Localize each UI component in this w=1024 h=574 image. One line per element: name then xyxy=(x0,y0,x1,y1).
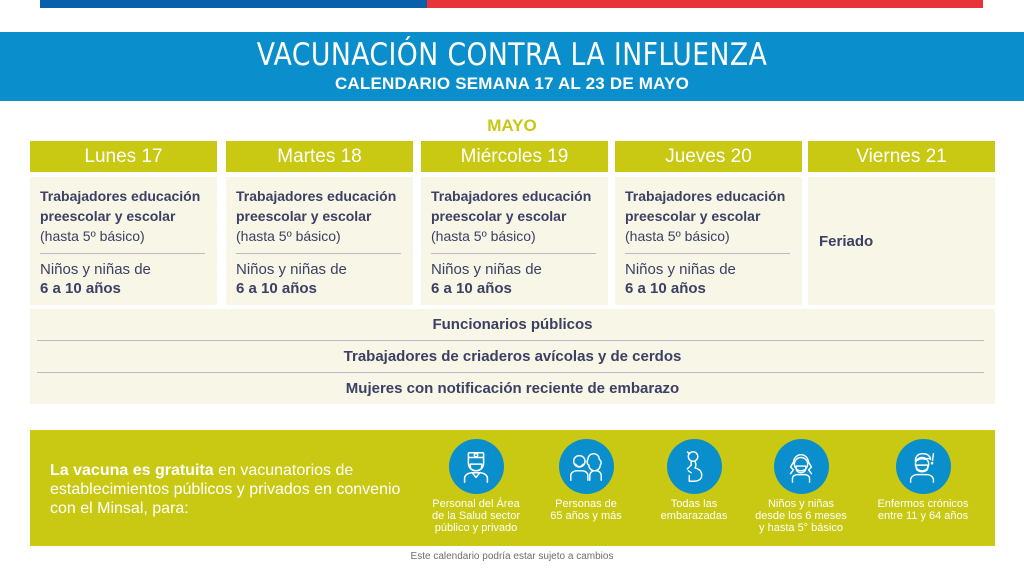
group-label-line: Enfermos crónicos xyxy=(877,498,969,510)
group-children-age: 6 a 10 años xyxy=(431,280,512,297)
group-teachers xyxy=(40,186,209,246)
chronic-patient-icon xyxy=(896,439,951,494)
divider xyxy=(431,253,596,254)
day-header: Martes 18 xyxy=(226,141,413,172)
holiday-label: Feriado xyxy=(819,232,874,250)
day-body xyxy=(421,177,608,305)
group-label-line: de la Salud sector xyxy=(431,510,521,522)
group-children-label: Niños y niñas de xyxy=(431,261,542,278)
day-column-jueves xyxy=(615,141,802,305)
group-children-age: 6 a 10 años xyxy=(40,280,121,297)
info-intro-bold: La vacuna es gratuita xyxy=(50,462,214,479)
group-children xyxy=(625,260,794,298)
elderly-couple-icon xyxy=(559,439,614,494)
group-teachers xyxy=(625,186,794,246)
target-group-elderly xyxy=(526,439,646,522)
group-children xyxy=(236,260,405,298)
group-label-line: Niños y niñas xyxy=(767,498,835,510)
pregnant-woman-icon xyxy=(667,439,722,494)
group-teachers-bold: Trabajadores educación preescolar y escolar xyxy=(236,188,397,224)
day-column-miercoles xyxy=(421,141,608,305)
page-title: VACUNACIÓN CONTRA LA INFLUENZA xyxy=(256,37,768,73)
group-children-label: Niños y niñas de xyxy=(236,261,347,278)
day-column-viernes xyxy=(808,141,995,305)
group-children-label: Niños y niñas de xyxy=(625,261,736,278)
group-children-age: 6 a 10 años xyxy=(236,280,317,297)
group-children-label: Niños y niñas de xyxy=(40,261,151,278)
day-column-lunes xyxy=(30,141,217,305)
target-group-health-workers xyxy=(416,439,536,534)
day-header: Viernes 21 xyxy=(808,141,995,172)
group-label-line: 65 años y más xyxy=(550,510,622,522)
day-body xyxy=(226,177,413,305)
group-row: Funcionarios públicos xyxy=(432,316,593,333)
group-label-line: desde los 6 meses xyxy=(755,510,847,522)
day-column-martes xyxy=(226,141,413,305)
day-body xyxy=(615,177,802,305)
day-body-holiday xyxy=(808,177,995,305)
group-teachers-note: (hasta 5º básico) xyxy=(236,228,341,244)
group-teachers-bold: Trabajadores educación preescolar y escolar xyxy=(40,188,201,224)
child-icon xyxy=(774,439,829,494)
group-label-line: Todas las xyxy=(670,498,718,510)
group-teachers xyxy=(236,186,405,246)
health-worker-icon xyxy=(449,439,504,494)
group-label-line: embarazadas xyxy=(660,510,728,522)
divider xyxy=(40,253,205,254)
group-teachers-bold: Trabajadores educación preescolar y escolar xyxy=(431,188,592,224)
group-label-line: Personas de xyxy=(555,498,617,510)
group-children xyxy=(431,260,600,298)
month-label: MAYO xyxy=(487,116,537,135)
group-teachers-note: (hasta 5º básico) xyxy=(625,228,730,244)
footnote: Este calendario podría estar sujeto a cambios xyxy=(410,551,614,562)
group-label-line: y hasta 5° básico xyxy=(759,522,843,534)
target-group-chronic xyxy=(863,439,983,522)
group-children-age: 6 a 10 años xyxy=(625,280,706,297)
group-teachers-bold: Trabajadores educación preescolar y escolar xyxy=(625,188,786,224)
target-group-children xyxy=(741,439,861,534)
group-label-line: Personal del Área xyxy=(432,498,520,510)
header-banner xyxy=(0,32,1024,101)
group-teachers-note: (hasta 5º básico) xyxy=(40,228,145,244)
divider xyxy=(625,253,790,254)
group-teachers xyxy=(431,186,600,246)
group-row: Mujeres con notificación reciente de embarazo xyxy=(345,380,680,397)
divider xyxy=(236,253,401,254)
flag-bar-red xyxy=(427,0,983,8)
group-teachers-note: (hasta 5º básico) xyxy=(431,228,536,244)
info-box xyxy=(30,430,995,546)
flag-bar xyxy=(40,0,983,8)
flag-bar-blue xyxy=(40,0,427,8)
group-row: Trabajadores de criaderos avícolas y de cerdos xyxy=(343,348,682,365)
day-header: Miércoles 19 xyxy=(421,141,608,172)
target-group-pregnant xyxy=(634,439,754,522)
all-week-groups xyxy=(30,309,995,404)
info-intro xyxy=(50,461,410,518)
day-header: Lunes 17 xyxy=(30,141,217,172)
page-subtitle: CALENDARIO SEMANA 17 AL 23 DE MAYO xyxy=(334,74,690,93)
group-children xyxy=(40,260,209,298)
info-intro-text: en vacunatorios de establecimientos públicos y privados en convenio con el Minsal, para: xyxy=(50,462,401,517)
group-label-line: público y privado xyxy=(434,522,518,534)
group-label-line: entre 11 y 64 años xyxy=(877,510,969,522)
day-body xyxy=(30,177,217,305)
day-header: Jueves 20 xyxy=(615,141,802,172)
